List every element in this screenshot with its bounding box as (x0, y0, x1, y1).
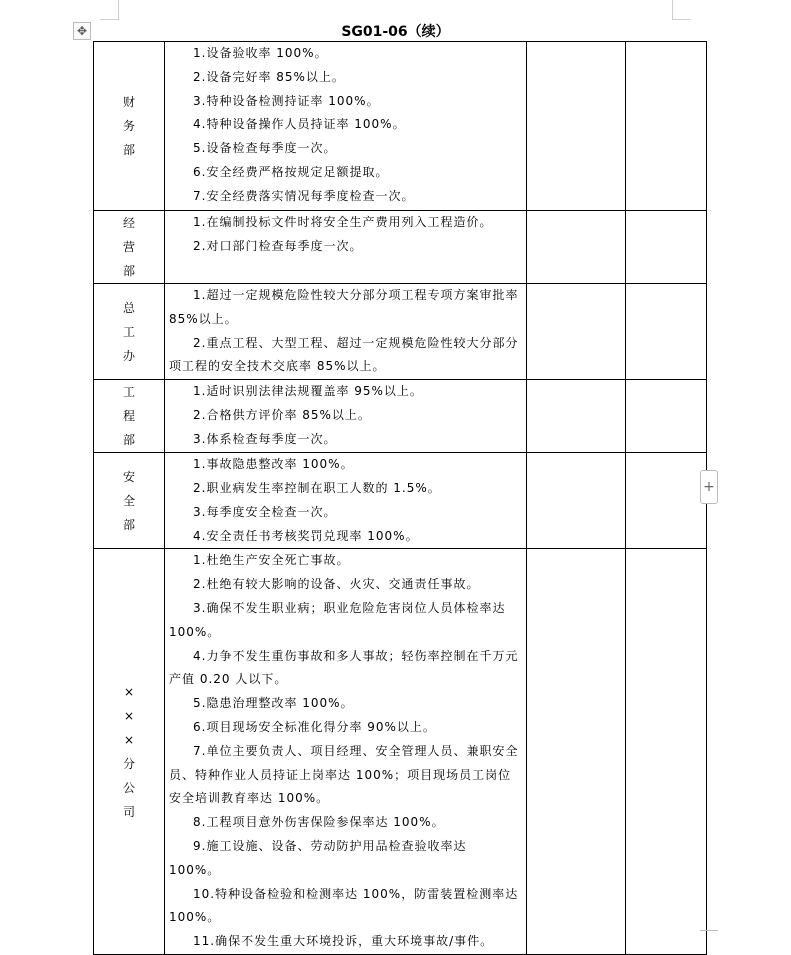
move-handle-icon[interactable]: ✥ (73, 22, 91, 40)
department-char: 部 (122, 517, 135, 532)
page-corner-mark (700, 930, 718, 931)
department-char: 营 (122, 240, 135, 254)
target-items-cell[interactable] (165, 42, 527, 211)
target-item: 1.杜绝生产安全死亡事故。 (193, 553, 350, 568)
department-char: 公 (122, 780, 135, 795)
target-item: 1.事故隐患整改率 100%。 (193, 457, 354, 472)
page-title: SG01-06（续） (341, 24, 450, 40)
target-item: 7.安全经费落实情况每季度检查一次。 (193, 188, 415, 203)
table-row (94, 284, 707, 380)
empty-cell[interactable] (527, 549, 626, 955)
page-corner-mark (672, 0, 674, 20)
department-cell (94, 380, 165, 453)
department-cell (94, 453, 165, 549)
page-corner-mark (100, 19, 119, 20)
department-cell (94, 42, 165, 211)
target-items-cell[interactable] (165, 453, 527, 549)
department-char: 部 (122, 264, 135, 278)
department-char: 办 (122, 348, 135, 363)
target-item: 2.合格供方评价率 85%以上。 (193, 407, 371, 422)
target-item: 1.适时识别法律法规覆盖率 95%以上。 (193, 384, 423, 399)
department-char: 程 (122, 409, 135, 424)
target-item: 3.每季度安全检查一次。 (193, 504, 337, 519)
department-char: 工 (122, 385, 135, 400)
target-item: 9.施工设施、设备、劳动防护用品检查验收率达 100%。 (169, 838, 467, 877)
target-item: 1.在编制投标文件时将安全生产费用列入工程造价。 (193, 215, 493, 229)
target-item: 2.重点工程、大型工程、超过一定规模危险性较大分部分项工程的安全技术交底率 85%以上。 (169, 335, 519, 374)
target-item: 4.特种设备操作人员持证率 100%。 (193, 117, 406, 132)
target-items-cell[interactable] (165, 284, 527, 380)
add-row-icon[interactable]: + (700, 470, 718, 504)
target-item: 1.超过一定规模危险性较大分部分项工程专项方案审批率 85%以上。 (169, 288, 519, 326)
target-item: 8.工程项目意外伤害保险参保率达 100%。 (193, 815, 445, 830)
page-corner-mark (672, 19, 691, 20)
target-item: 2.杜绝有较大影响的设备、火灾、交通责任事故。 (193, 577, 480, 592)
target-item: 2.设备完好率 85%以上。 (193, 69, 345, 84)
target-item: 2.对口部门检查每季度一次。 (193, 238, 363, 253)
target-item: 5.隐患治理整改率 100%。 (193, 696, 354, 711)
department-char: × (123, 732, 135, 747)
department-cell (94, 549, 165, 955)
empty-cell[interactable] (626, 549, 707, 955)
department-char: 司 (122, 804, 135, 819)
empty-cell[interactable] (626, 453, 707, 549)
department-cell (94, 284, 165, 380)
target-item: 11.确保不发生重大环境投诉，重大环境事故/事件。 (193, 934, 494, 949)
department-char: 部 (122, 143, 135, 157)
table-row (94, 453, 707, 549)
table-row (94, 549, 707, 955)
target-items-cell[interactable] (165, 211, 527, 284)
target-item: 3.体系检查每季度一次。 (193, 431, 337, 446)
target-item: 3.确保不发生职业病；职业危险危害岗位人员体检率达 100%。 (169, 600, 506, 639)
department-char: × (123, 708, 135, 723)
department-char: 经 (122, 216, 135, 230)
department-char: 总 (122, 300, 135, 315)
department-char: 安 (122, 469, 135, 484)
empty-cell[interactable] (626, 284, 707, 380)
target-item: 4.力争不发生重伤事故和多人事故；轻伤率控制在千万元产值 0.20 人以下。 (169, 648, 519, 687)
department-char: 工 (122, 324, 135, 339)
target-items-cell[interactable] (165, 380, 527, 453)
department-cell (94, 211, 165, 284)
empty-cell[interactable] (626, 380, 707, 453)
department-char: 财 (122, 95, 135, 109)
department-char: 全 (122, 493, 135, 508)
page-corner-mark (118, 0, 120, 20)
empty-cell[interactable] (527, 453, 626, 549)
empty-cell[interactable] (527, 211, 626, 284)
target-item: 4.安全责任书考核奖罚兑现率 100%。 (193, 528, 419, 543)
target-item: 6.项目现场安全标准化得分率 90%以上。 (193, 719, 436, 734)
empty-cell[interactable] (626, 42, 707, 211)
table-row (94, 380, 707, 453)
department-char: 部 (122, 433, 135, 448)
empty-cell[interactable] (527, 380, 626, 453)
target-item: 7.单位主要负责人、项目经理、安全管理人员、兼职安全员、特种作业人员持证上岗率达 100%；项目现场员工岗位安全培训教育率达 100%。 (169, 743, 519, 806)
target-item: 3.特种设备检测持证率 100%。 (193, 93, 380, 108)
department-char: × (123, 684, 135, 699)
target-item: 6.安全经费严格按规定足额提取。 (193, 164, 389, 179)
empty-cell[interactable] (626, 211, 707, 284)
target-item: 1.设备验收率 100%。 (193, 46, 328, 60)
table-row (94, 211, 707, 284)
responsibility-table (93, 41, 707, 955)
department-char: 务 (122, 119, 135, 133)
target-item: 10.特种设备检验和检测率达 100%，防雷装置检测率达 100%。 (169, 886, 519, 925)
target-items-cell[interactable] (165, 549, 527, 955)
target-item: 2.职业病发生率控制在职工人数的 1.5%。 (193, 480, 441, 495)
table-row (94, 42, 707, 211)
empty-cell[interactable] (527, 284, 626, 380)
target-item: 5.设备检查每季度一次。 (193, 141, 337, 156)
department-char: 分 (122, 756, 135, 771)
empty-cell[interactable] (527, 42, 626, 211)
